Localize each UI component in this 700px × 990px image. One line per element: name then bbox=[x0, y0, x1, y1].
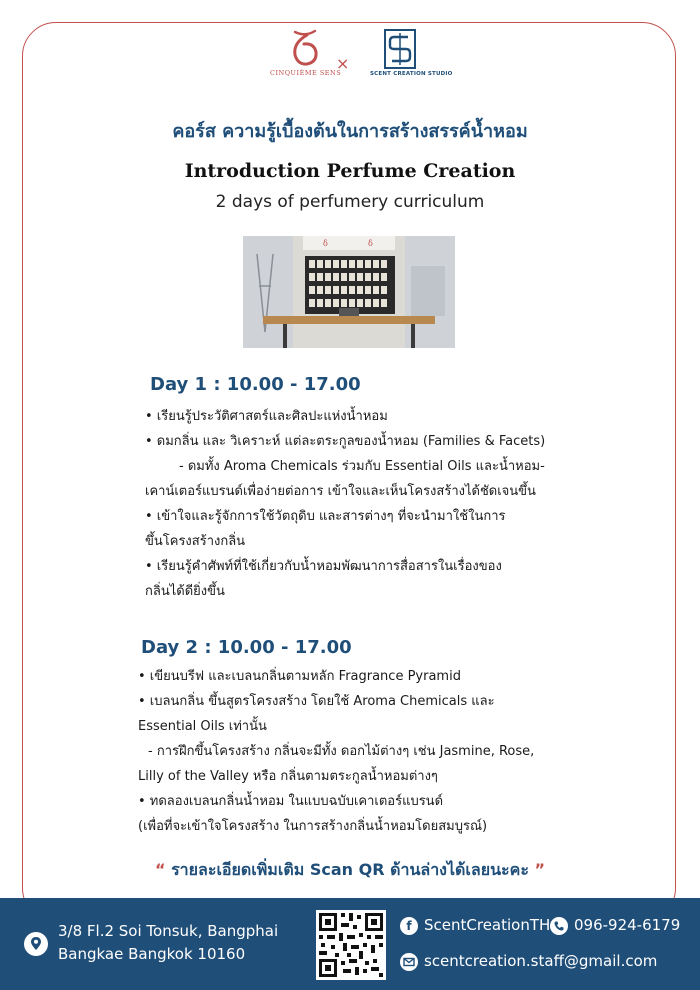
day2-heading: Day 2 : 10.00 - 17.00 bbox=[141, 637, 352, 658]
list-item: Lilly of the Valley หรือ กลิ่นตามตระกูลน้ำหอมต่างๆ bbox=[138, 769, 438, 784]
day2-list bbox=[138, 664, 534, 839]
scent-creation-studio-logo bbox=[370, 28, 453, 77]
list-item: • เข้าใจและรู้จักการใช้วัตถุดิบ และสารต่างๆ ที่จะนำมาใช้ในการ bbox=[145, 509, 506, 524]
list-item: กลิ่นได้ดียิ่งขึ้น bbox=[145, 584, 225, 599]
list-item: • เขียนบรีฟ และเบลนกลิ่นตามหลัก Fragrance Pyramid bbox=[138, 669, 461, 684]
list-item: • เรียนรู้ประวัติศาสตร์และศิลปะแห่งน้ำหอม bbox=[145, 409, 388, 424]
email-address: scentcreation.staff@gmail.com bbox=[424, 952, 658, 970]
close-quote: ” bbox=[534, 860, 545, 879]
day1-heading: Day 1 : 10.00 - 17.00 bbox=[150, 374, 361, 395]
brand-logos bbox=[0, 28, 700, 98]
list-item: • เรียนรู้คำศัพท์ที่ใช้เกี่ยวกับน้ำหอมพัฒนาการสื่อสารในเรื่องของ bbox=[145, 559, 502, 574]
list-item: - การฝึกขึ้นโครงสร้าง กลิ่นจะมีทั้ง ดอกไม้ต่างๆ เช่น Jasmine, Rose, bbox=[148, 744, 535, 759]
page-title: Introduction Perfume Creation bbox=[184, 160, 516, 182]
open-quote: “ bbox=[155, 860, 166, 879]
list-item: • ทดลองเบลนกลิ่นน้ำหอม ในแบบฉบับเคาเตอร์แบรนด์ bbox=[138, 794, 444, 809]
address-line-1: 3/8 Fl.2 Soi Tonsuk, Bangphai bbox=[58, 922, 279, 940]
qr-code-icon[interactable] bbox=[316, 910, 386, 980]
scan-qr-text: รายละเอียดเพิ่มเติม Scan QR ด้านล่างได้เลยนะคะ bbox=[165, 860, 535, 879]
cinquieme-sens-logo bbox=[270, 28, 340, 77]
location-pin-icon bbox=[24, 932, 48, 956]
collab-separator: × bbox=[336, 54, 350, 73]
address-line-2: Bangkae Bangkok 10160 bbox=[58, 945, 246, 963]
scan-qr-note bbox=[0, 858, 700, 883]
svg-text:δ: δ bbox=[368, 239, 373, 248]
email-icon bbox=[400, 953, 418, 971]
facebook-handle: ScentCreationTH bbox=[424, 916, 551, 934]
phone-contact[interactable] bbox=[550, 916, 680, 935]
scent-creation-studio-mark-icon bbox=[382, 28, 418, 70]
contact-footer bbox=[0, 898, 700, 990]
list-item: (เพื่อที่จะเข้าใจโครงสร้าง ในการสร้างกลิ่นน้ำหอมโดยสมบูรณ์) bbox=[138, 819, 488, 834]
cinquieme-sens-mark-icon bbox=[288, 28, 322, 68]
email-contact[interactable] bbox=[400, 952, 657, 971]
list-item: • ดมกลิ่น และ วิเคราะห์ แต่ละตระกูลของน้ำหอม (Families & Facets) bbox=[145, 434, 546, 449]
svg-text:δ: δ bbox=[323, 239, 328, 248]
cinquieme-sens-name: CINQUIÈME SENS bbox=[270, 69, 342, 77]
phone-icon bbox=[550, 917, 568, 935]
list-item: ขึ้นโครงสร้างกลิ่น bbox=[145, 534, 246, 549]
course-title-thai: คอร์ส ความรู้เบื้องต้นในการสร้างสรรค์น้ำหอม bbox=[172, 121, 528, 142]
list-item: - ดมทั้ง Aroma Chemicals ร่วมกับ Essential Oils และน้ำหอม- bbox=[179, 459, 545, 474]
perfume-organ-photo bbox=[243, 236, 455, 348]
page-subtitle: 2 days of perfumery curriculum bbox=[215, 192, 485, 212]
list-item: Essential Oils เท่านั้น bbox=[138, 719, 267, 734]
phone-number: 096-924-6179 bbox=[574, 916, 681, 934]
facebook-contact[interactable] bbox=[400, 916, 550, 935]
list-item: • เบลนกลิ่น ขึ้นสูตรโครงสร้าง โดยใช้ Aroma Chemicals และ bbox=[138, 694, 495, 709]
facebook-icon: f bbox=[400, 917, 418, 935]
scent-creation-studio-name: SCENT CREATION STUDIO bbox=[370, 71, 453, 77]
day1-list bbox=[145, 404, 545, 604]
list-item: เคาน์เตอร์แบรนด์เพื่อง่ายต่อการ เข้าใจและเห็นโครงสร้างได้ชัดเจนขึ้น bbox=[145, 484, 536, 499]
